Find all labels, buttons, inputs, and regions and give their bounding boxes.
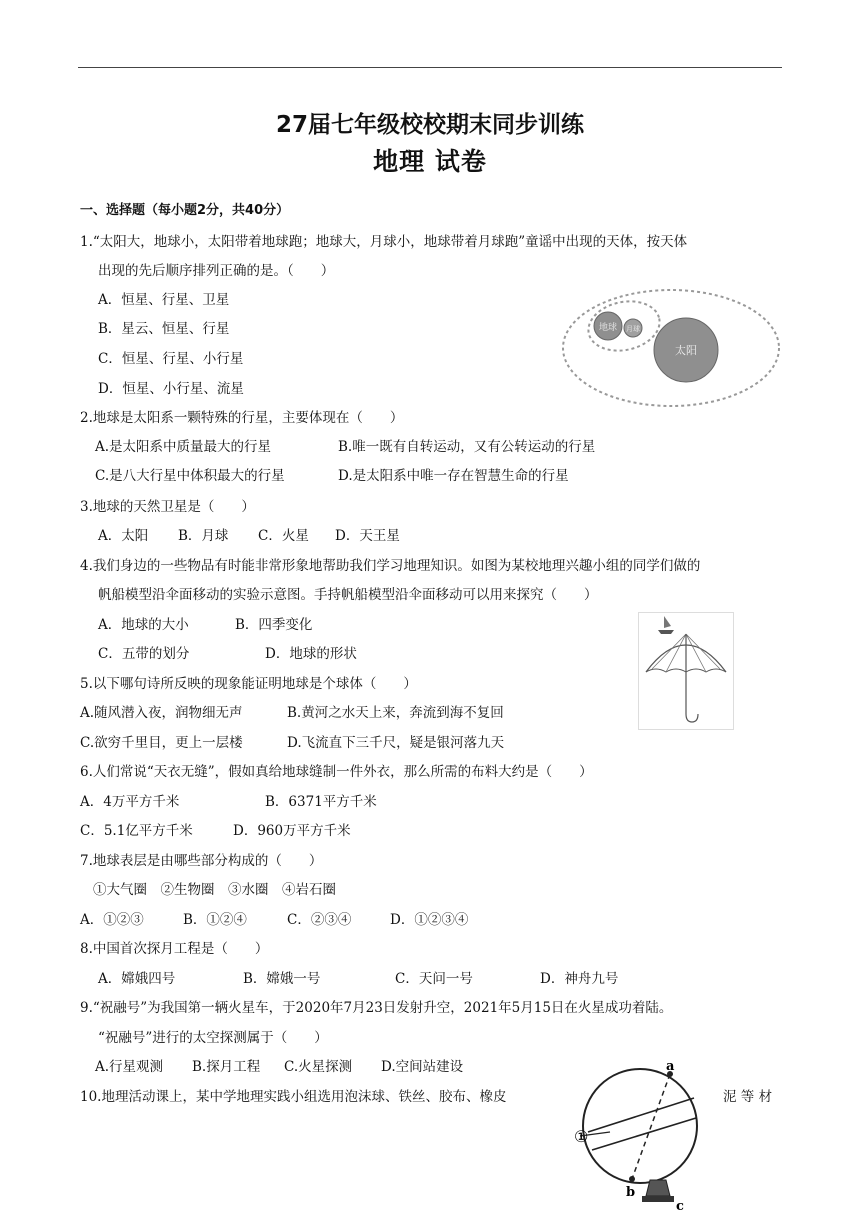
- umbrella-figure: [638, 612, 734, 730]
- question-2-option-b: B.唯一既有自转运动，又有公转运动的行星: [338, 439, 596, 455]
- question-1-option-d: D．恒星、小行星、流星: [98, 381, 244, 397]
- question-1-option-a: A．恒星、行星、卫星: [98, 292, 230, 308]
- question-3-option-b: B．月球: [178, 528, 229, 544]
- question-1-option-b: B．星云、恒星、行星: [98, 321, 230, 337]
- label-a: a: [666, 1060, 675, 1074]
- question-2-option-c: C.是八大行星中体积最大的行星: [95, 468, 285, 484]
- question-8-option-b: B．嫦娥一号: [243, 971, 321, 987]
- question-4-option-a: A．地球的大小: [98, 617, 189, 633]
- question-3-option-d: D．天王星: [335, 528, 400, 544]
- question-9-option-c: C.火星探测: [284, 1059, 353, 1075]
- question-2-option-a: A.是太阳系中质量最大的行星: [95, 439, 272, 455]
- globe-sphere: [583, 1069, 697, 1183]
- question-5-option-b: B.黄河之水天上来，奔流到海不复回: [287, 705, 504, 721]
- question-1-option-c: C．恒星、行星、小行星: [98, 351, 244, 367]
- question-6-option-a: A．4万平方千米: [80, 794, 180, 810]
- question-4-stem-cont: 帆船模型沿伞面移动的实验示意图。手持帆船模型沿伞面移动可以用来探究（ ）: [98, 587, 598, 603]
- exam-subtitle: 地理 试卷: [373, 147, 487, 176]
- question-4-option-b: B．四季变化: [235, 617, 313, 633]
- question-2-option-d: D.是太阳系中唯一存在智慧生命的行星: [338, 468, 569, 484]
- label-b: b: [626, 1185, 636, 1200]
- question-8-option-d: D．神舟九号: [540, 971, 619, 987]
- boat-sail: [664, 616, 671, 628]
- question-5-stem: 5.以下哪句诗所反映的现象能证明地球是个球体（ ）: [80, 676, 417, 692]
- question-9-option-d: D.空间站建设: [381, 1059, 464, 1075]
- question-9-stem-cont: “祝融号”进行的太空探测属于（ ）: [98, 1030, 328, 1046]
- question-8-stem: 8.中国首次探月工程是（ ）: [80, 941, 269, 957]
- question-3-option-a: A．太阳: [98, 528, 149, 544]
- question-7-option-b: B．①②④: [183, 912, 247, 928]
- question-7-option-a: A．①②③: [80, 912, 144, 928]
- header-rule: [78, 67, 782, 68]
- question-7-option-c: C．②③④: [287, 912, 352, 928]
- question-1-stem: 1.“太阳大，地球小，太阳带着地球跑；地球大，月球小，地球带着月球跑”童谣中出现的天体，按天体: [80, 234, 688, 250]
- question-3-option-c: C．火星: [258, 528, 309, 544]
- question-2-stem: 2.地球是太阳系一颗特殊的行星，主要体现在（ ）: [80, 410, 404, 426]
- label-c: c: [676, 1199, 684, 1214]
- question-4-option-c: C．五带的划分: [98, 646, 190, 662]
- earth-label: 地球: [598, 323, 618, 333]
- section-heading: 一、选择题（每小题2分，共40分）: [80, 203, 290, 218]
- question-4-stem: 4.我们身边的一些物品有时能非常形象地帮助我们学习地理知识。如图为某校地理兴趣小组的同学们做的: [80, 558, 701, 574]
- question-10-stem-end: 泥 等 材: [723, 1089, 773, 1105]
- question-7-option-d: D．①②③④: [390, 912, 469, 928]
- question-1-stem-cont: 出现的先后顺序排列正确的是。（ ）: [98, 263, 335, 279]
- question-10-stem: 10.地理活动课上，某中学地理实践小组选用泡沫球、铁丝、胶布、橡皮: [80, 1089, 507, 1105]
- globe-stand: [646, 1180, 670, 1196]
- question-6-stem: 6.人们常说“天衣无缝”，假如真给地球缝制一件外衣，那么所需的布料大约是（ ）: [80, 764, 593, 780]
- question-6-option-c: C．5.1亿平方千米: [80, 823, 193, 839]
- question-4-option-d: D．地球的形状: [265, 646, 357, 662]
- question-8-option-c: C．天问一号: [395, 971, 473, 987]
- globe-line-upper: [588, 1098, 694, 1132]
- question-6-option-d: D．960万平方千米: [233, 823, 351, 839]
- moon-label: 月球: [626, 325, 640, 333]
- globe-axis: [632, 1074, 670, 1179]
- globe-figure: [574, 1060, 704, 1216]
- question-8-option-a: A．嫦娥四号: [98, 971, 176, 987]
- label-1: ①: [574, 1127, 589, 1146]
- orbit-figure: [556, 278, 786, 414]
- boat-hull: [658, 630, 674, 634]
- question-9-option-b: B.探月工程: [192, 1059, 261, 1075]
- exam-title: 27届七年级校校期末同步训练: [275, 112, 584, 138]
- question-9-option-a: A.行星观测: [95, 1059, 164, 1075]
- question-7-stem: 7.地球表层是由哪些部分构成的（ ）: [80, 853, 323, 869]
- question-5-option-a: A.随风潜入夜，润物细无声: [80, 705, 243, 721]
- question-5-option-d: D.飞流直下三千尺，疑是银河落九天: [287, 735, 505, 751]
- question-7-items: ①大气圈 ②生物圈 ③水圈 ④岩石圈: [93, 882, 336, 898]
- point-b: [629, 1176, 635, 1182]
- question-3-stem: 3.地球的天然卫星是（ ）: [80, 499, 255, 515]
- sun-label: 太阳: [675, 344, 697, 357]
- globe-base: [642, 1196, 674, 1202]
- question-9-stem: 9.“祝融号”为我国第一辆火星车，于2020年7月23日发射升空，2021年5月15日在火星成功着陆。: [80, 1000, 673, 1016]
- question-6-option-b: B．6371平方千米: [265, 794, 377, 810]
- question-5-option-c: C.欲穷千里目，更上一层楼: [80, 735, 243, 751]
